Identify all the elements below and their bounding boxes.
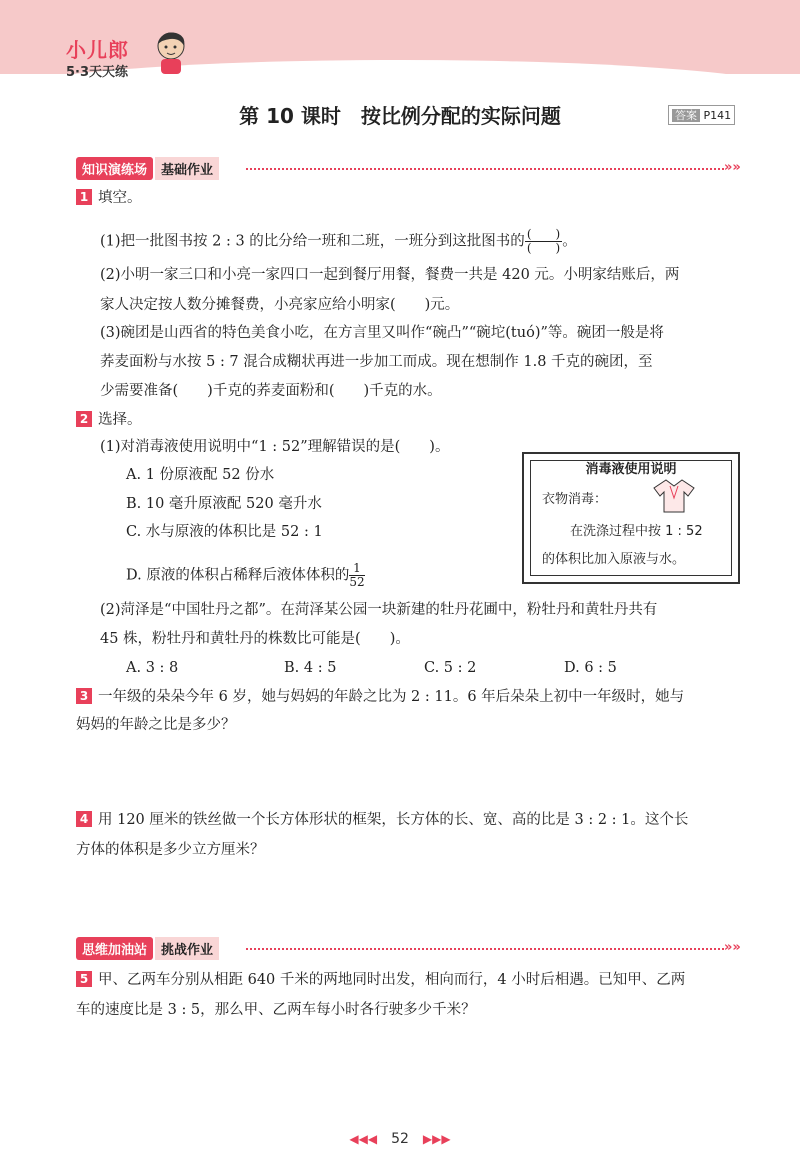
fraction-bottom: 52: [349, 575, 365, 589]
section-tag: 思维加油站: [76, 937, 153, 960]
question-4-line-1: [76, 810, 688, 830]
question-2: [76, 410, 142, 430]
instruction-card: [522, 452, 740, 584]
fraction-top: ( ): [526, 227, 561, 241]
section-header-challenge: [76, 938, 219, 958]
logo-sub-text: 5·3天天练: [66, 65, 129, 80]
option-a[interactable]: A. 1 份原液配 52 份水: [126, 467, 275, 483]
section-divider: [246, 168, 724, 170]
question-number: 5: [76, 971, 92, 987]
answer-fraction-blank[interactable]: [525, 228, 562, 255]
question-5-line-1: [76, 970, 685, 990]
option-c-2[interactable]: C. 5 : 2: [424, 660, 477, 676]
question-number: 2: [76, 411, 92, 427]
fraction-bottom: ( ): [526, 241, 561, 255]
question-2-part-1: (1)对消毒液使用说明中“1 : 52”理解错误的是( )。: [100, 439, 450, 455]
question-1-part-2-line-2: 家人决定按人数分摊餐费，小亮家应给小明家( )元。: [100, 297, 460, 313]
answer-label: 答案: [672, 109, 700, 122]
question-2-part-2-line-1: (2)菏泽是“中国牡丹之都”。在菏泽某公园一块新建的牡丹花圃中，粉牡丹和黄牡丹共有: [100, 602, 658, 618]
prev-page-icon[interactable]: ◀◀◀: [349, 1132, 378, 1146]
section-subtitle: 基础作业: [155, 157, 219, 180]
option-a-2[interactable]: A. 3 : 8: [126, 660, 179, 676]
answer-reference[interactable]: [668, 105, 735, 125]
question-1: [76, 188, 142, 208]
question-1-part-3-line-1: (3)碗团是山西省的特色美食小吃，在方言里又叫作“碗凸”“碗坨(tuó)”等。碗团一般是将: [100, 325, 664, 341]
part-text: (1)把一批图书按 2 : 3 的比分给一班和二班，一班分到这批图书的: [100, 233, 525, 250]
answer-page: P141: [703, 109, 732, 122]
lesson-title: 第 10 课时 按比例分配的实际问题: [239, 104, 561, 128]
question-text: 一年级的朵朵今年 6 岁，她与妈妈的年龄之比为 2 : 11。6 年后朵朵上初中一年级时，她与: [98, 689, 685, 705]
question-1-part-3-line-2: 荞麦面粉与水按 5 : 7 混合成糊状再进一步加工而成。现在想制作 1.8 千克的碗团，至: [100, 354, 653, 370]
question-text: 用 120 厘米的铁丝做一个长方体形状的框架，长方体的长、宽、高的比是 3 : 2 : 1。这个长: [98, 812, 689, 828]
fraction-top: 1: [349, 562, 364, 576]
option-d-text: D. 原液的体积占稀释后液体体积的: [126, 567, 350, 584]
part-end: 。: [562, 233, 577, 250]
page-footer: [0, 1128, 800, 1148]
question-3-line-1: [76, 687, 684, 707]
question-2-part-2-line-2: 45 株，粉牡丹和黄牡丹的株数比可能是( )。: [100, 631, 410, 647]
section-subtitle: 挑战作业: [155, 937, 219, 960]
option-d-2[interactable]: D. 6 : 5: [564, 660, 617, 676]
question-3-line-2: 妈妈的年龄之比是多少？: [76, 717, 236, 733]
option-d-fraction: [349, 562, 364, 589]
page-number: 52: [391, 1131, 409, 1147]
instruction-line-1: 衣物消毒：: [542, 492, 608, 507]
question-4-line-2: 方体的体积是多少立方厘米？: [76, 842, 265, 858]
instruction-card-title: 消毒液使用说明: [585, 462, 677, 477]
question-1-part-1: [100, 228, 577, 255]
chevron-right-icon: »»: [724, 940, 741, 955]
instruction-line-3: 的体积比加入原液与水。: [542, 552, 686, 567]
instruction-line-2: 在洗涤过程中按 1 : 52: [570, 524, 703, 539]
logo-main-text: 小儿郎: [66, 38, 129, 62]
option-b[interactable]: B. 10 毫升原液配 520 毫升水: [126, 496, 322, 512]
mascot-icon: [154, 30, 188, 76]
question-1-part-2-line-1: (2)小明一家三口和小亮一家四口一起到餐厅用餐，餐费一共是 420 元。小明家结账后，两: [100, 267, 680, 283]
question-stem: 填空。: [98, 190, 142, 206]
question-1-part-3-line-3: 少需要准备( )千克的荞麦面粉和( )千克的水。: [100, 383, 442, 399]
section-header-basic: [76, 158, 219, 178]
shirt-icon: [652, 478, 696, 514]
question-5-line-2: 车的速度比是 3 : 5，那么甲、乙两车每小时各行驶多少千米？: [76, 1002, 476, 1018]
section-tag: 知识演练场: [76, 157, 153, 180]
question-number: 1: [76, 189, 92, 205]
question-stem: 选择。: [98, 412, 142, 428]
next-page-icon[interactable]: ▶▶▶: [422, 1132, 451, 1146]
option-c[interactable]: C. 水与原液的体积比是 52 : 1: [126, 524, 323, 540]
chevron-right-icon: »»: [724, 160, 741, 175]
option-b-2[interactable]: B. 4 : 5: [284, 660, 337, 676]
option-d[interactable]: [126, 562, 365, 589]
question-text: 甲、乙两车分别从相距 640 千米的两地同时出发，相向而行，4 小时后相遇。已知甲、乙两: [98, 972, 686, 988]
brand-logo: [66, 34, 129, 80]
question-number: 4: [76, 811, 92, 827]
question-number: 3: [76, 688, 92, 704]
section-divider: [246, 948, 724, 950]
